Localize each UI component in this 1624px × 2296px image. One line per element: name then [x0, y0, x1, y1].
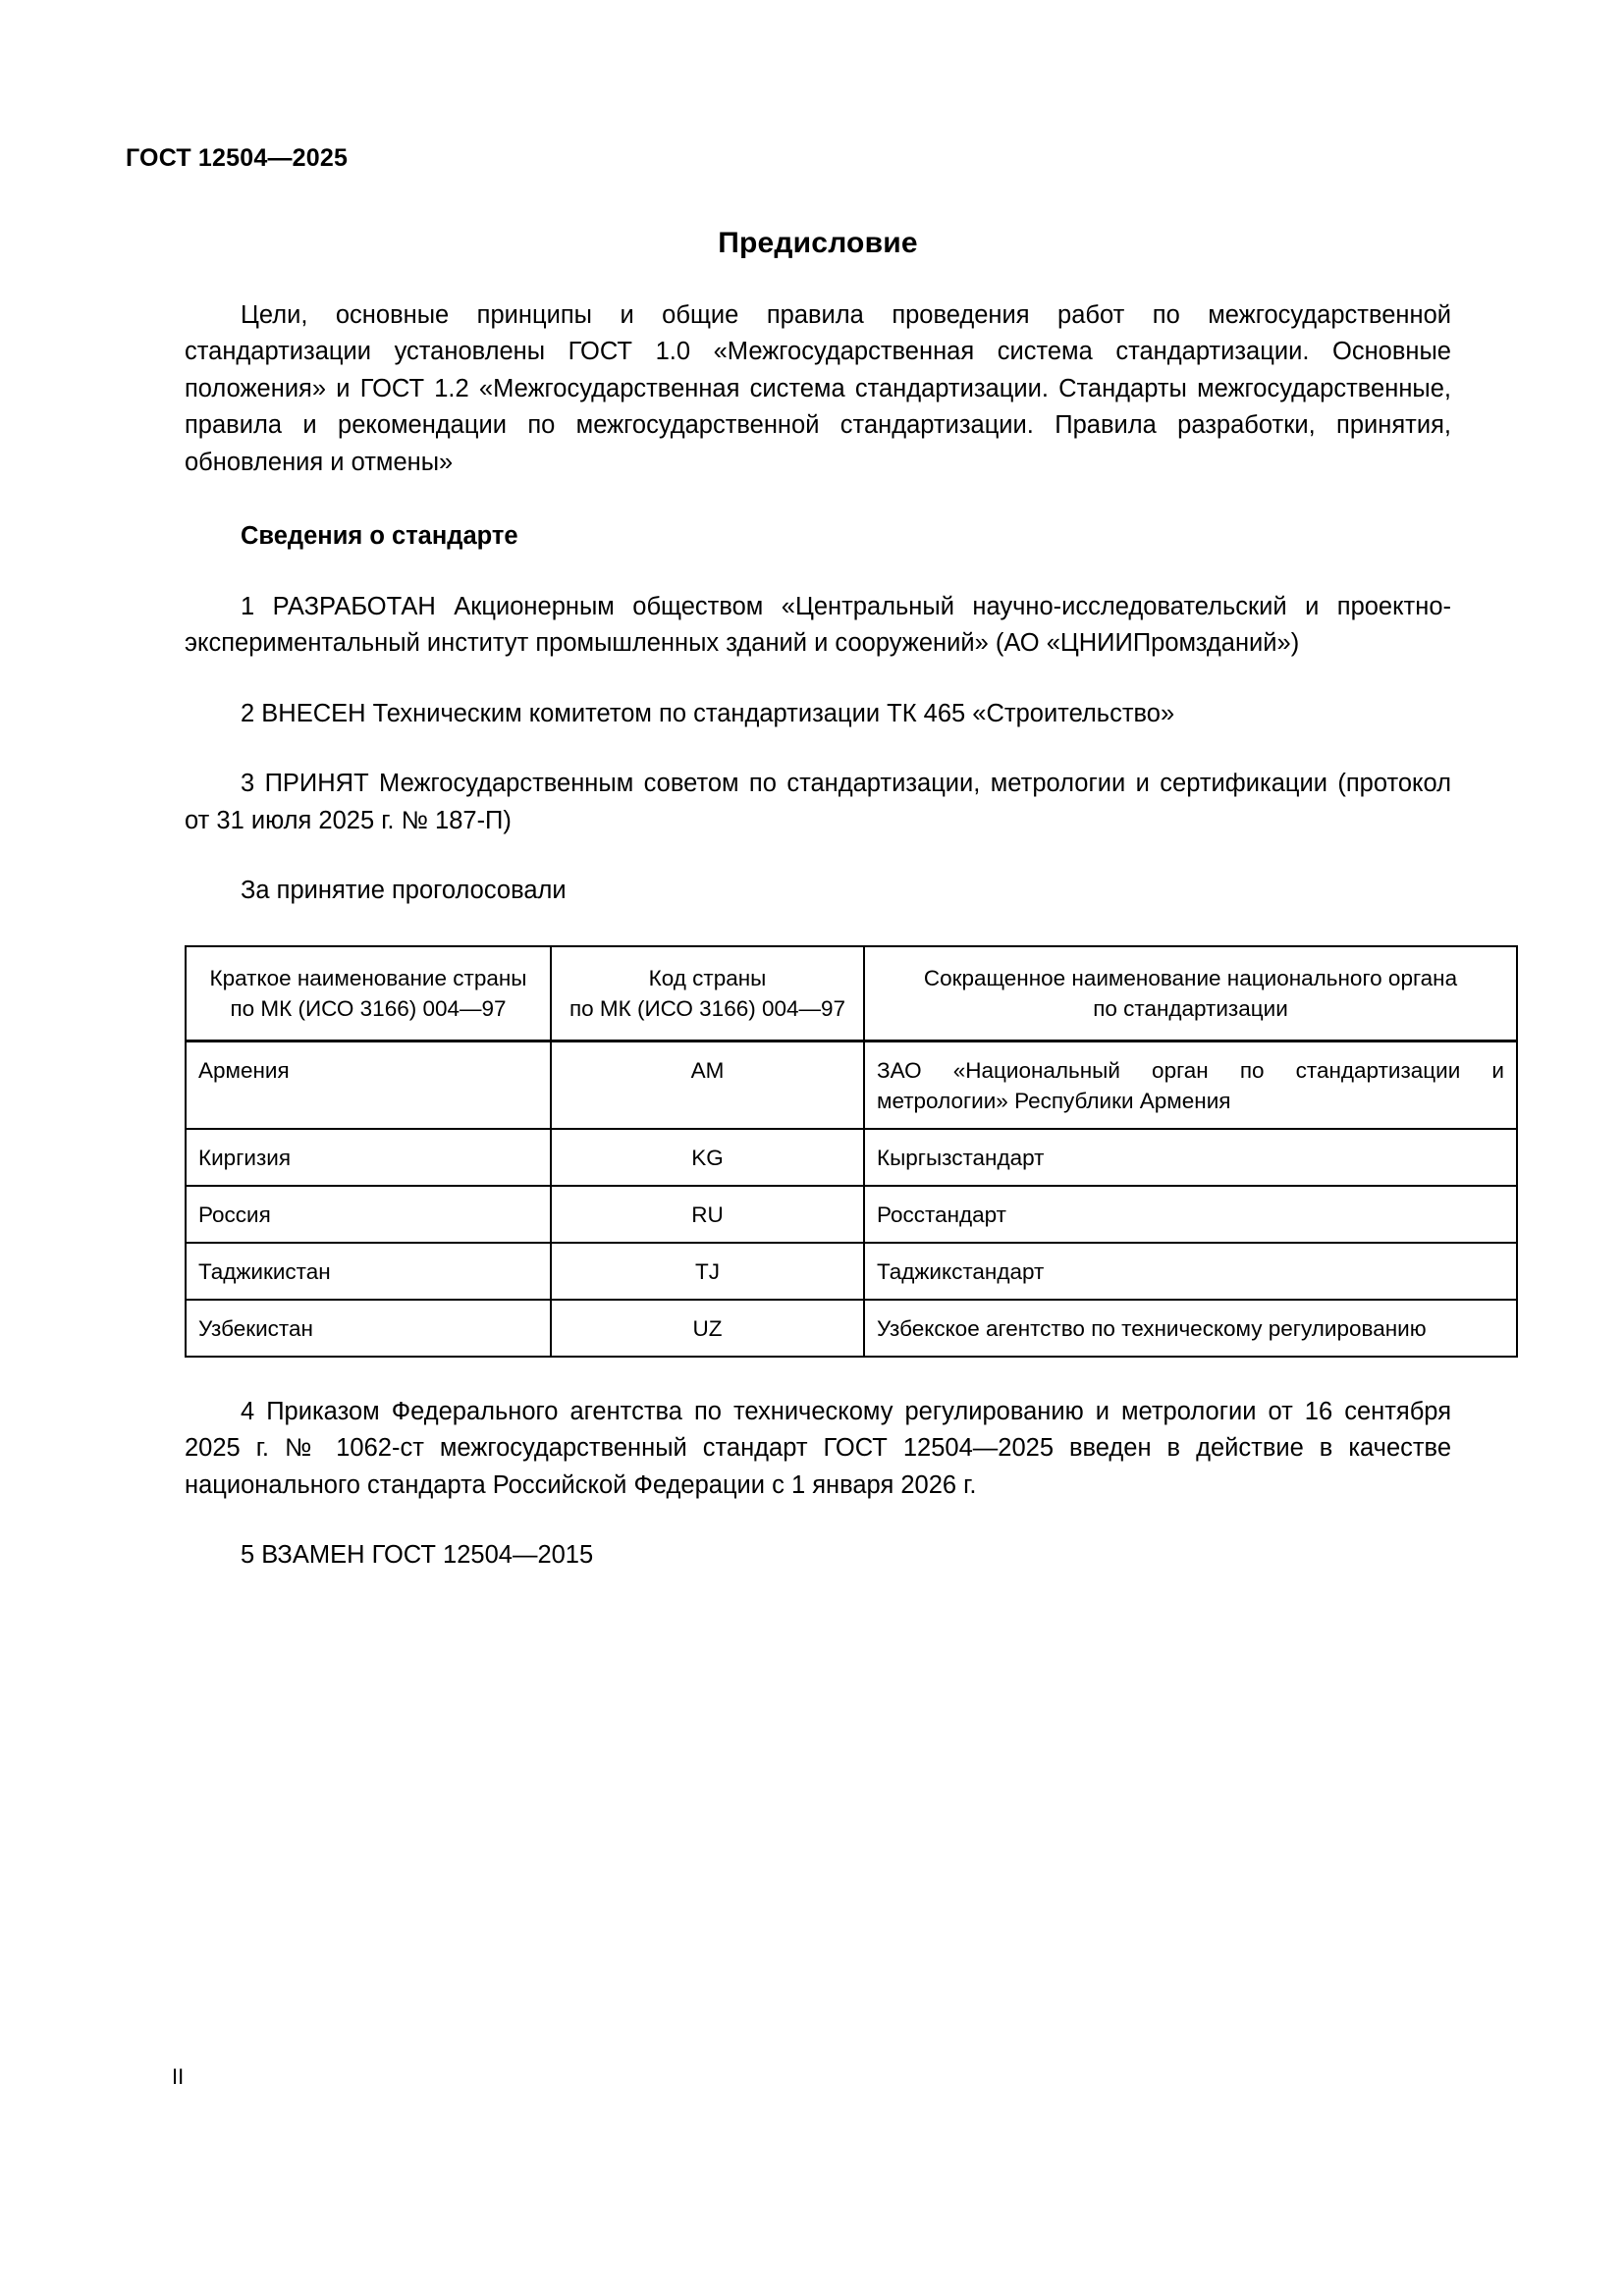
vote-table-body — [186, 1041, 1517, 1357]
column-header-country-line2: по МК (ИСО 3166) 004—97 — [230, 995, 507, 1021]
standard-info-item-2: 2 ВНЕСЕН Техническим комитетом по стандартизации ТК 465 «Строительство» — [241, 699, 1175, 727]
cell-national-body: Кыргызстандарт — [864, 1129, 1517, 1186]
cell-code: UZ — [551, 1300, 864, 1357]
cell-country: Россия — [186, 1186, 551, 1243]
column-header-code-line2: по МК (ИСО 3166) 004—97 — [568, 995, 846, 1021]
cell-country: Киргизия — [186, 1129, 551, 1186]
table-row — [186, 1243, 1517, 1300]
cell-country: Таджикистан — [186, 1243, 551, 1300]
column-header-code-line1: Код страны — [648, 965, 767, 990]
cell-country: Узбекистан — [186, 1300, 551, 1357]
standard-info-item-1: 1 РАЗРАБОТАН Акционерным обществом «Центральный научно-исследовательский и проектно-экспериментальный институт промышленных зданий и сооружений» (АО «ЦНИИПромзданий») — [185, 592, 1451, 657]
vote-table-container — [185, 945, 1504, 1358]
standard-info-item-3: 3 ПРИНЯТ Межгосударственным советом по стандартизации, метрологии и сертификации (протокол от 31 июля 2025 г. № 187-П) — [185, 770, 1451, 834]
intro-paragraph: Цели, основные принципы и общие правила проведения работ по межгосударственной стандартизации установлены ГОСТ 1.0 «Межгосударственная система стандартизации. Основные положения» и ГОСТ 1.2 «Межгосударственная система стандартизации. Стандарты межгосударственные, правила и рекомендации по межгосударственной стандартизации. Правила разработки, принятия, обновления и отмены» — [185, 300, 1451, 476]
cell-national-body — [864, 1041, 1517, 1129]
column-header-country — [186, 946, 551, 1041]
column-header-national-body-line1: Сокращенное наименование национального органа — [923, 965, 1458, 990]
cell-national-body: Росстандарт — [864, 1186, 1517, 1243]
cell-national-body-line2: метрологии» Республики Армения — [877, 1088, 1231, 1113]
column-header-national-body-line2: по стандартизации — [1093, 995, 1288, 1021]
vote-intro-text: За принятие проголосовали — [241, 877, 567, 904]
cell-country: Армения — [186, 1041, 551, 1129]
standard-info-item-5: 5 ВЗАМЕН ГОСТ 12504—2015 — [241, 1541, 594, 1569]
column-header-code — [551, 946, 864, 1041]
cell-code: AM — [551, 1041, 864, 1129]
cell-national-body: Таджикстандарт — [864, 1243, 1517, 1300]
table-row — [186, 1300, 1517, 1357]
page-title: Предисловие — [718, 226, 918, 259]
cell-code: TJ — [551, 1243, 864, 1300]
vote-table-head — [186, 946, 1517, 1041]
cell-code: KG — [551, 1129, 864, 1186]
table-row — [186, 1129, 1517, 1186]
cell-national-body: Узбекское агентство по техническому регулированию — [864, 1300, 1517, 1357]
table-row — [186, 1186, 1517, 1243]
table-header-row — [186, 946, 1517, 1041]
standard-info-item-4: 4 Приказом Федерального агентства по техническому регулированию и метрологии от 16 сентября 2025 г. № 1062-ст межгосударственный стандарт ГОСТ 12504—2025 введен в действие в качестве национального стандарта Российской Федерации с 1 января 2026 г. — [185, 1397, 1451, 1499]
page-content — [126, 144, 1504, 1575]
vote-table — [185, 945, 1518, 1358]
column-header-country-line1: Краткое наименование страны — [209, 965, 527, 990]
document-header-standard-number: ГОСТ 12504—2025 — [126, 144, 349, 172]
column-header-national-body — [864, 946, 1517, 1041]
standard-info-heading: Сведения о стандарте — [241, 522, 518, 550]
table-row — [186, 1041, 1517, 1129]
cell-national-body-line1: ЗАО «Национальный орган по стандартизации и — [877, 1057, 1504, 1083]
cell-code: RU — [551, 1186, 864, 1243]
page-number: II — [172, 2064, 185, 2089]
